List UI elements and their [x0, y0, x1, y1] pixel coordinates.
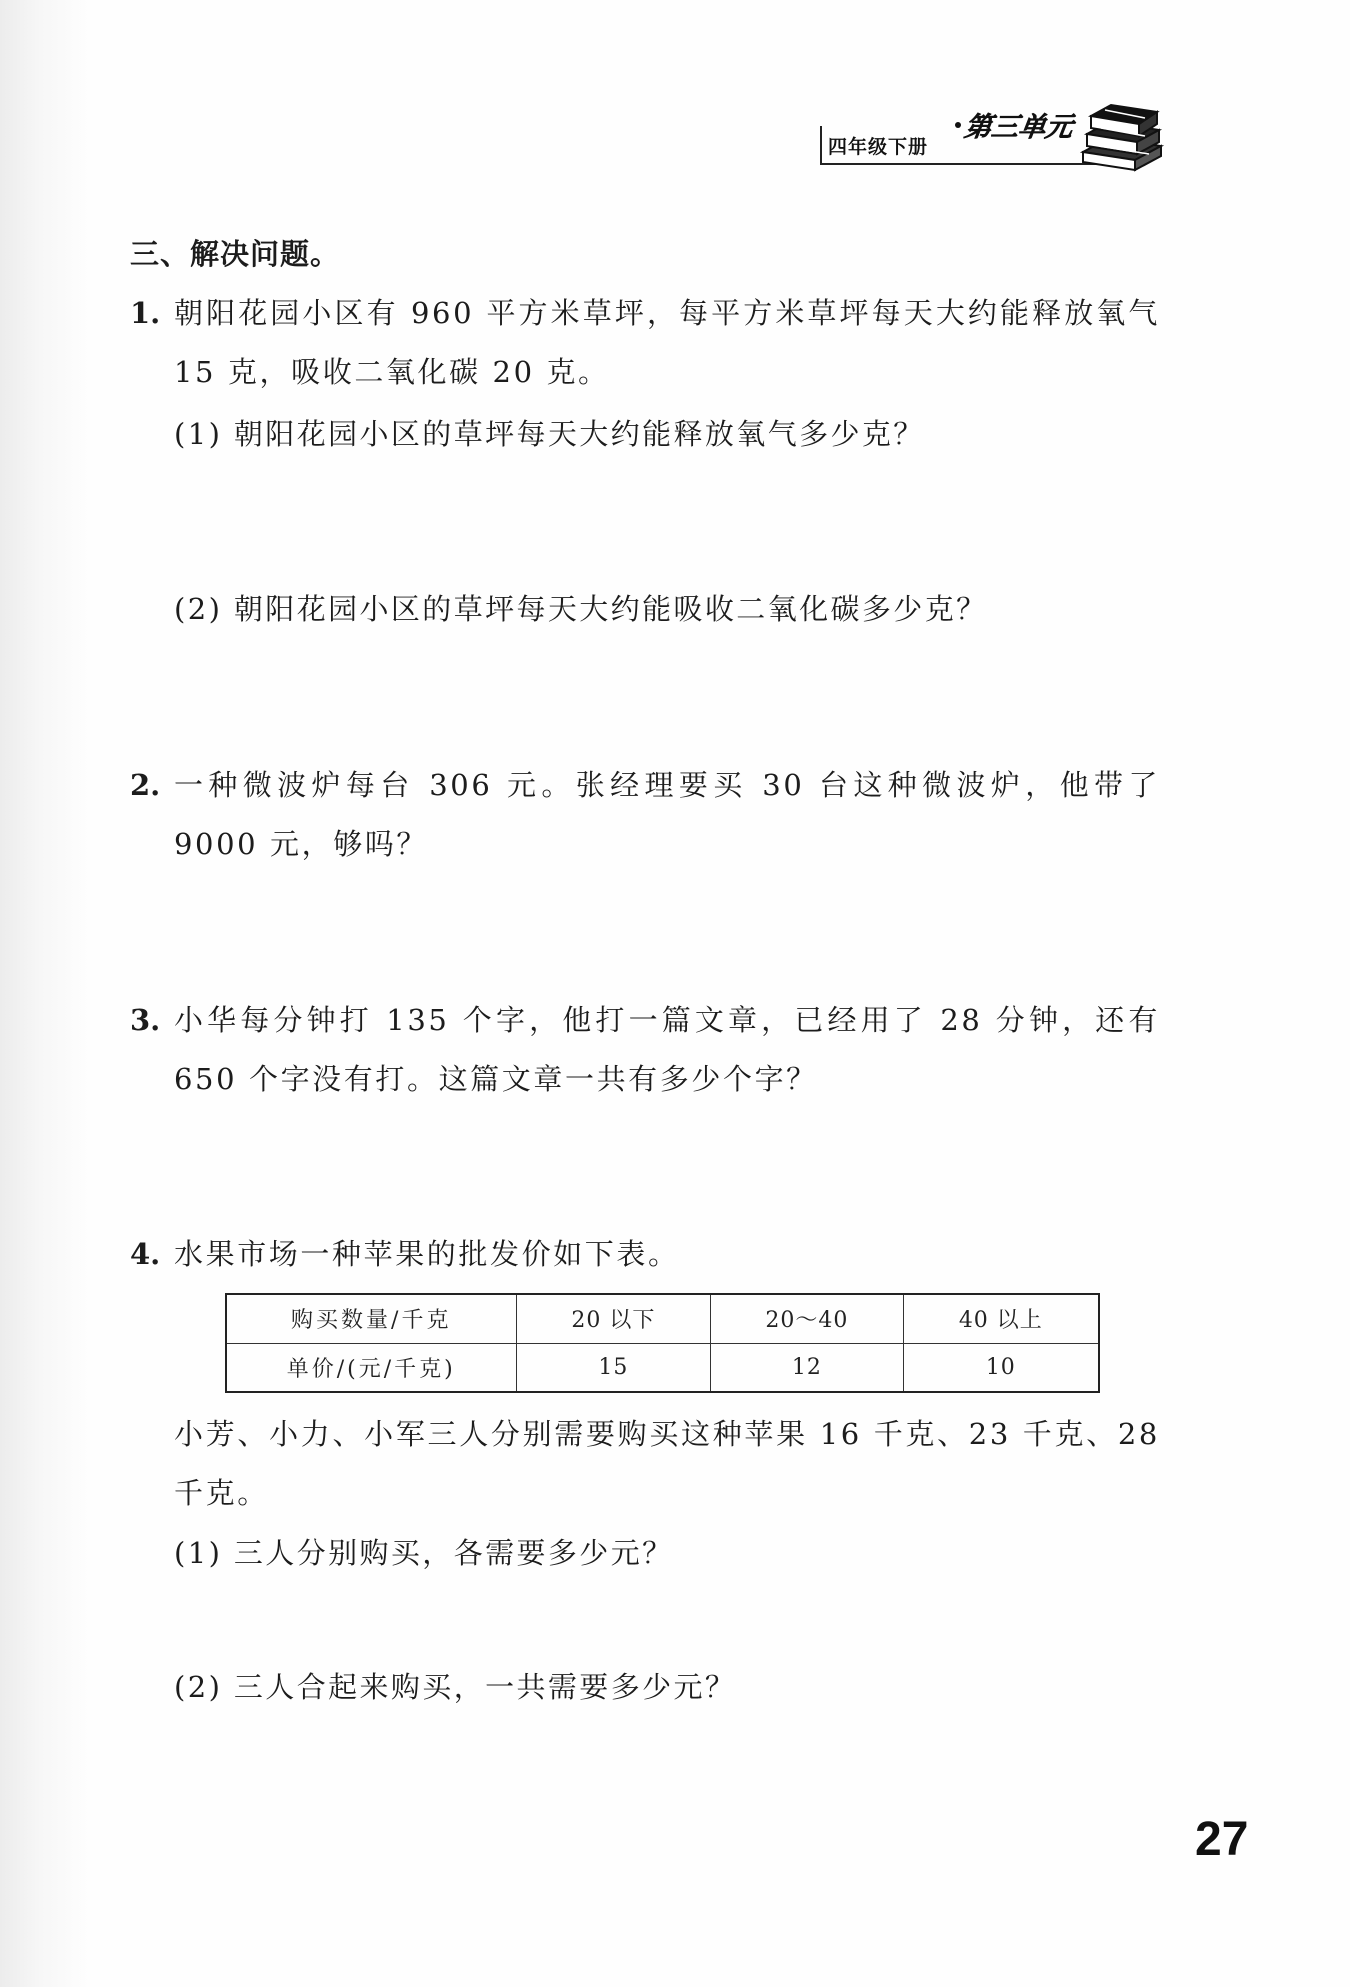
header-dot	[955, 122, 961, 128]
table-cell: 单价/(元/千克)	[226, 1343, 516, 1392]
question-number: 3.	[130, 1003, 161, 1037]
table-cell: 40 以上	[903, 1294, 1099, 1343]
page-header	[820, 100, 1160, 180]
table-row	[226, 1294, 1099, 1343]
question-number: 4.	[130, 1237, 161, 1271]
page-gutter-shadow	[0, 0, 90, 1987]
question-text: 水果市场一种苹果的批发价如下表。	[174, 1237, 680, 1271]
question-1	[130, 284, 1160, 402]
table-cell: 20 以下	[516, 1294, 711, 1343]
stacked-books-icon	[1075, 100, 1165, 178]
question-2	[130, 756, 1160, 874]
question-4-part-2: (2) 三人合起来购买，一共需要多少元？	[174, 1670, 737, 1704]
unit-label: 第三单元	[962, 112, 1075, 143]
grade-label: 四年级下册	[828, 136, 929, 158]
question-1-part-2: (2) 朝阳花园小区的草坪每天大约能吸收二氧化碳多少克？	[174, 592, 988, 626]
question-number: 2.	[130, 768, 161, 802]
header-divider-line	[820, 163, 1105, 165]
question-4-followup	[130, 1405, 1160, 1523]
table-cell: 12	[711, 1343, 903, 1392]
table-row	[226, 1343, 1099, 1392]
table-cell: 10	[903, 1343, 1099, 1392]
question-4-part-1: (1) 三人分别购买，各需要多少元？	[174, 1536, 674, 1570]
table-cell: 20～40	[711, 1294, 903, 1343]
table-cell: 15	[516, 1343, 711, 1392]
question-number: 1.	[130, 296, 161, 330]
page-number: 27	[1195, 1813, 1249, 1866]
question-3	[130, 991, 1160, 1109]
question-text: 小芳、小力、小军三人分别需要购买这种苹果 16 千克、23 千克、28 千克。	[174, 1417, 1160, 1510]
question-text: 朝阳花园小区有 960 平方米草坪，每平方米草坪每天大约能释放氧气 15 克，吸收二氧化碳 20 克。	[174, 296, 1160, 389]
table-cell: 购买数量/千克	[226, 1294, 516, 1343]
question-text: 一种微波炉每台 306 元。张经理要买 30 台这种微波炉，他带了 9000 元，够吗？	[174, 768, 1160, 861]
question-1-part-1: (1) 朝阳花园小区的草坪每天大约能释放氧气多少克？	[174, 417, 925, 451]
section-title: 三、解决问题。	[130, 237, 341, 271]
header-divider-tick	[820, 126, 822, 164]
price-table	[225, 1293, 1100, 1393]
question-4	[130, 1225, 1160, 1284]
question-text: 小华每分钟打 135 个字，他打一篇文章，已经用了 28 分钟，还有 650 个字没有打。这篇文章一共有多少个字？	[174, 1003, 1160, 1096]
